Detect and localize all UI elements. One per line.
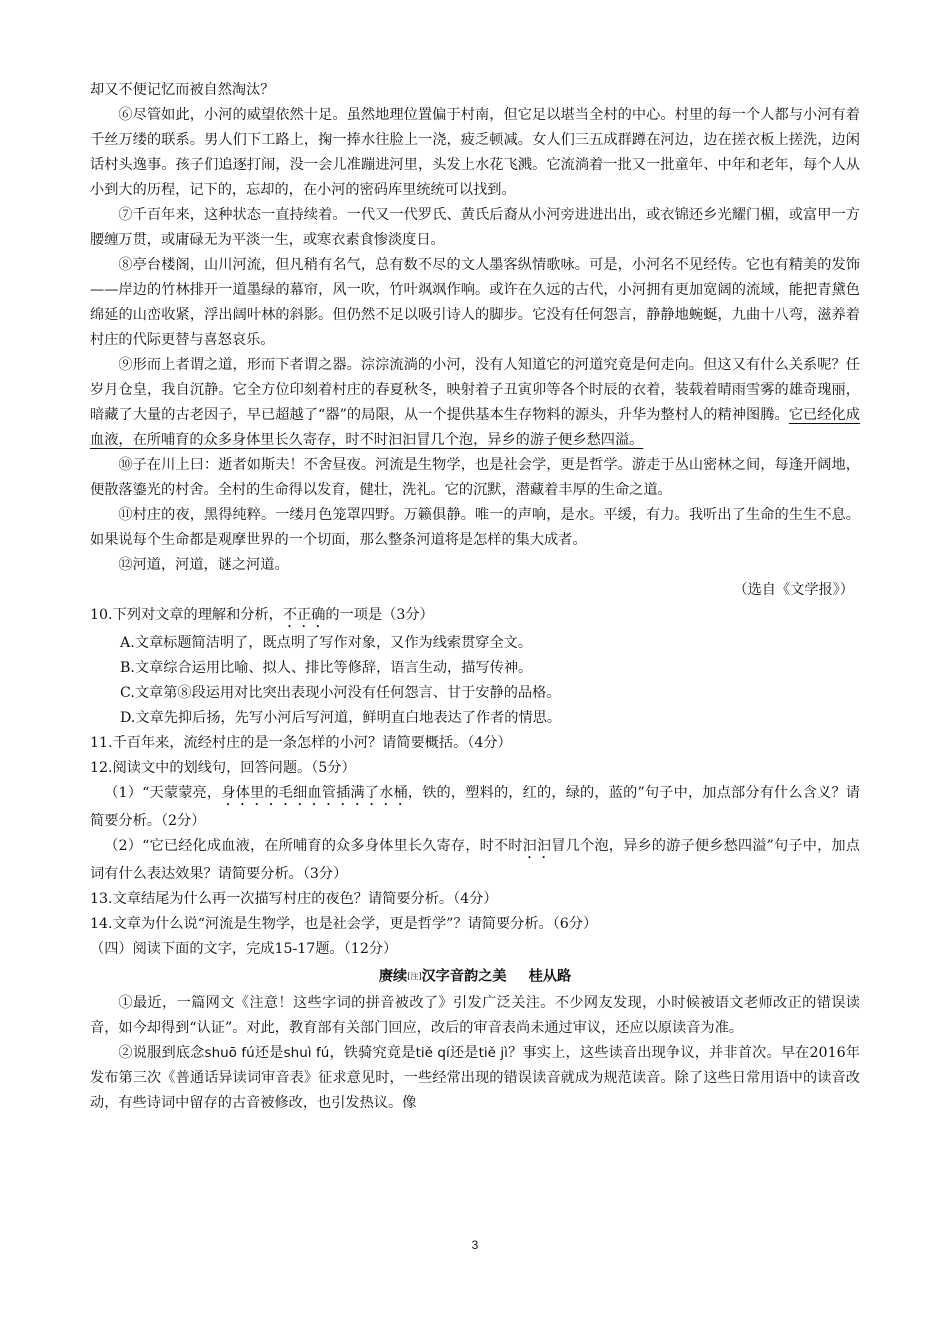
passage-line: 却又不便记忆而被自然淘汰？ (90, 82, 275, 98)
q12-1-emphasis: 身体里的毛细血管插满了水桶 (221, 785, 408, 801)
q10-option-b: B.文章综合运用比喻、拟人、排比等修辞，语言生动，描写传神。 (120, 660, 533, 676)
q12-1-prefix: （1）“天蒙蒙亮， (104, 785, 222, 801)
paragraph-6: ⑥尽管如此，小河的威望依然十足。虽然地理位置偏于村南，但它足以堪当全村的中心。村里的每一个人都与小河有着千丝万缕的联系。男人们下工路上，掬一捧水往脸上一浇，疲乏顿减。女人们三五成群蹲在河边，边在搓衣板上搓洗，边闲话村头逸事。孩子们追逐打闹，没一会儿准蹦进河里，头发上水花飞溅。它流淌着一批又一批童年、中年和老年，每个人从小到大的历程，记下的，忘却的，在小河的密码库里统统可以找到。 (90, 107, 860, 198)
paragraph-9 (90, 353, 860, 453)
q10-prefix: 10.下列对文章的理解和分析， (90, 607, 283, 623)
q12-2-suffix: 冒几个泡，异乡的游子便乡愁四溢”句子中，加点词有什么表达效果？请简要分析。（3分） (90, 838, 860, 882)
paragraph-7: ⑦千百年来，这种状态一直持续着。一代又一代罗氏、黄氏后裔从小河旁进进出出，或衣锦还乡光耀门楣，或富甲一方腰缠万贯，或庸碌无为平淡一生，或寒衣素食惨淡度日。 (90, 207, 860, 248)
article-author: 桂从路 (528, 968, 572, 985)
q12-1-suffix: ，铁的，塑料的，红的，绿的，蓝的”句子中，加点部分有什么含义？请简要分析。（2分） (90, 785, 860, 829)
page-number: 3 (471, 1238, 479, 1252)
underlined-sentence: 它已经化成血液，在所哺育的众多身体里长久寄存，时不时汩汩冒几个泡，异乡的游子便乡愁四溢。 (90, 407, 860, 448)
paragraph-8: ⑧亭台楼阁，山川河流，但凡稍有名气，总有数不尽的文人墨客纵情歌咏。可是，小河名不见经传。它也有精美的发饰——岸边的竹林排开一道墨绿的幕帘，风一吹，竹叶飒飒作响。或许在久远的古代，小河拥有更加宽阔的流域，能把青黛色绵延的山峦收紧，浮出阔叶林的斜影。但仍然不足以吸引诗人的脚步。它没有任何怨言，静静地蜿蜒，九曲十八弯，滋养着村庄的代际更替与喜怒哀乐。 (90, 257, 860, 348)
article-paragraph-1: ①最近，一篇网文《注意！这些字词的拼音被改了》引发广泛关注。不少网友发现，小时候被语文老师改正的错误读音，如今却得到“认证”。对此，教育部有关部门回应，改后的审音表尚未通过审议，还应以原读音为准。 (90, 994, 860, 1036)
question-13: 13.文章结尾为什么再一次描写村庄的夜色？请简要分析。（4分） (90, 891, 498, 907)
p2-text-e: ？事实上，这些读音出现争议，并非首次。早在2016年发布第三次《普通话异读词审音表》征求意见时，一些经常出现的错误读音就成为规范读音。除了这些日常用语中的读音改动，有些诗词中留存的古音被修改，也引发热议。像 (90, 1044, 860, 1111)
q10-option-a: A.文章标题简洁明了，既点明了写作对象，又作为线索贯穿全文。 (120, 635, 533, 651)
title-part-2: 汉字音韵之美 (421, 968, 507, 985)
question-12-1 (90, 781, 860, 834)
p2-text-d: 还是 (449, 1044, 479, 1061)
document-page (90, 78, 860, 1116)
question-10 (90, 603, 860, 631)
source-citation: （选自《文学报》） (733, 582, 854, 598)
paragraph-11: ⑪村庄的夜，黑得纯粹。一缕月色笼罩四野。万籁俱静。唯一的声响，是水。平缓，有力。我听出了生命的生生不息。如果说每个生命都是观摩世界的一个切面，那么整条河道将是怎样的集大成者。 (90, 507, 860, 548)
question-14: 14.文章为什么说“河流是生物学，也是社会学，更是哲学”？请简要分析。（6分） (90, 916, 598, 932)
q10-emphasis: 不正确 (282, 607, 326, 623)
title-part-1: 赓续 (378, 968, 408, 985)
q10-option-c: C.文章第⑧段运用对比突出表现小河没有任何怨言、甘于安静的品格。 (120, 685, 561, 701)
question-12: 12.阅读文中的划线句，回答问题。（5分） (90, 760, 356, 776)
article-title (90, 964, 860, 990)
q10-suffix: 的一项是（3分） (325, 607, 434, 623)
pinyin-shuo-fu: shuō fú (204, 1044, 255, 1061)
pinyin-tie-ji: tiě jì (478, 1044, 508, 1061)
q10-option-d: D.文章先抑后扬，先写小河后写河道，鲜明直白地表达了作者的情思。 (120, 710, 562, 726)
p2-text-c: ，铁骑究竟是 (329, 1044, 416, 1061)
title-note-marker: [注] (407, 972, 422, 981)
pinyin-tie-qi: tiě qí (415, 1044, 450, 1061)
pinyin-shui-fu: shuì fú (283, 1044, 330, 1061)
paragraph-9-text: ⑨形而上者谓之道，形而下者谓之器。淙淙流淌的小河，没有人知道它的河道究竟是何走向。但这又有什么关系呢？任岁月仓皇，我自沉静。它全方位印刻着村庄的春夏秋冬，映射着子丑寅卯等各个时辰的衣着，装载着晴雨雪雾的雄奇瑰丽，暗藏了大量的古老因子，早已超越了“器”的局限，从一个提供基本生存物料的源头，升华为整村人的精神图腾。 (90, 357, 860, 423)
question-11: 11.千百年来，流经村庄的是一条怎样的小河？请简要概括。（4分） (90, 735, 512, 751)
p2-text-a: ②说服到底念 (118, 1044, 205, 1061)
q12-2-prefix: （2）“它已经化成血液，在所哺育的众多身体里长久寄存，时不时 (104, 838, 523, 854)
section-4-header: （四）阅读下面的文字，完成15-17题。（12分） (90, 941, 398, 957)
paragraph-12: ⑫河道，河道，谜之河道。 (118, 557, 289, 573)
paragraph-10: ⑩子在川上曰：逝者如斯夫！不舍昼夜。河流是生物学，也是社会学，更是哲学。游走于丛山密林之间，每逢开阔地，便散落鎏光的村舍。全村的生命得以发育，健壮，洗礼。它的沉默，潜藏着丰厚的生命之道。 (90, 457, 860, 498)
question-12-2 (90, 834, 860, 887)
article-paragraph-2 (90, 1041, 860, 1116)
p2-text-b: 还是 (254, 1044, 284, 1061)
q12-2-emphasis: 汩汩 (522, 838, 552, 854)
